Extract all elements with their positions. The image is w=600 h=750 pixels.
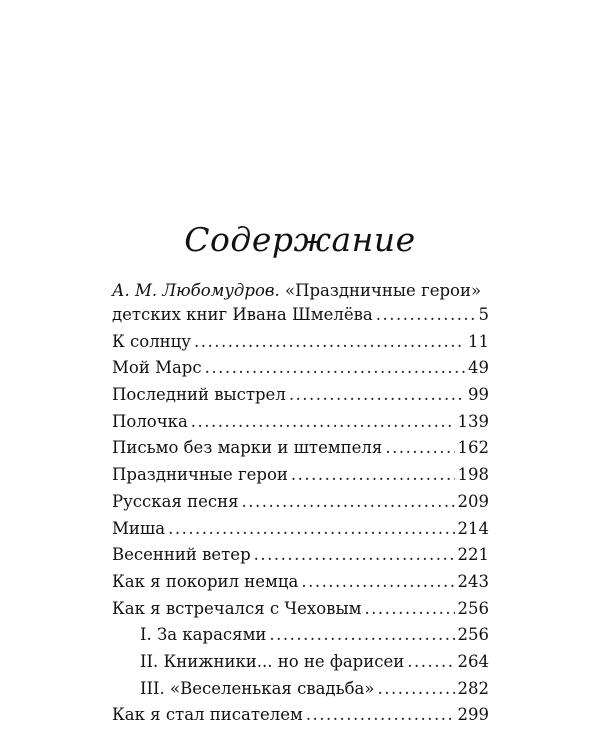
toc-entry bbox=[112, 355, 489, 382]
dot-leader bbox=[194, 329, 465, 356]
toc-subentry bbox=[112, 622, 489, 649]
entry-title: Как я встречался с Чеховым bbox=[112, 598, 362, 618]
toc-subentry bbox=[112, 649, 489, 676]
dot-leader bbox=[289, 382, 465, 409]
page-number: 256 bbox=[457, 625, 489, 645]
toc-entry bbox=[112, 489, 489, 516]
dot-leader bbox=[385, 435, 454, 462]
dot-leader bbox=[269, 622, 454, 649]
page-number: 139 bbox=[457, 411, 489, 431]
entry-title: Мой Марс bbox=[112, 358, 202, 378]
toc-subentry bbox=[112, 676, 489, 703]
toc-entry bbox=[112, 329, 489, 356]
toc-entry-intro-cont bbox=[112, 302, 489, 329]
subentry-title: I. За карасями bbox=[140, 625, 267, 645]
entry-title: Миша bbox=[112, 518, 166, 538]
page-number: 198 bbox=[457, 465, 489, 485]
toc-entry bbox=[112, 435, 489, 462]
dot-leader bbox=[306, 702, 455, 729]
page-number: 49 bbox=[468, 358, 489, 378]
dot-leader bbox=[205, 355, 465, 382]
page-number: 209 bbox=[457, 491, 489, 511]
page-number: 282 bbox=[457, 678, 489, 698]
dot-leader bbox=[376, 302, 476, 329]
toc-entry bbox=[112, 569, 489, 596]
page-number: 214 bbox=[457, 518, 489, 538]
page-number: 243 bbox=[457, 571, 489, 591]
page-number: 5 bbox=[478, 305, 489, 324]
page-number: 299 bbox=[457, 705, 489, 725]
toc-entry bbox=[112, 596, 489, 623]
toc-entry bbox=[112, 462, 489, 489]
page-number: 162 bbox=[457, 438, 489, 458]
intro-author: А. М. Любомудров. bbox=[112, 281, 280, 300]
page-title: Содержание bbox=[184, 220, 416, 259]
entry-title: Русская песня bbox=[112, 491, 239, 511]
dot-leader bbox=[168, 516, 454, 543]
dot-leader bbox=[242, 489, 455, 516]
toc-entry bbox=[112, 409, 489, 436]
page-number: 256 bbox=[457, 598, 489, 618]
entry-title: Весенний ветер bbox=[112, 545, 251, 565]
intro-title-line1: «Праздничные герои» bbox=[284, 281, 482, 300]
entry-title: Как я стал писателем bbox=[112, 705, 303, 725]
dot-leader bbox=[377, 676, 454, 703]
dot-leader bbox=[254, 542, 455, 569]
toc-entry bbox=[112, 702, 489, 729]
dot-leader bbox=[301, 569, 454, 596]
dot-leader bbox=[191, 409, 455, 436]
subentry-title: III. «Веселенькая свадьба» bbox=[140, 678, 375, 698]
subentry-title: II. Книжники... но не фарисеи bbox=[140, 651, 405, 671]
intro-title-line2: детских книг Ивана Шмелёва bbox=[112, 305, 373, 324]
page-number: 264 bbox=[457, 651, 489, 671]
entry-title: Полочка bbox=[112, 411, 188, 431]
entry-title: Последний выстрел bbox=[112, 385, 286, 405]
page-number: 221 bbox=[457, 545, 489, 565]
page-number: 99 bbox=[468, 385, 489, 405]
toc-entry bbox=[112, 542, 489, 569]
toc-entry-intro bbox=[112, 280, 489, 302]
entry-title: Как я покорил немца bbox=[112, 571, 299, 591]
page-number: 11 bbox=[468, 331, 489, 351]
entry-title: Письмо без марки и штемпеля bbox=[112, 438, 383, 458]
toc-entry bbox=[112, 382, 489, 409]
entry-title: К солнцу bbox=[112, 331, 191, 351]
toc-entry bbox=[112, 516, 489, 543]
entry-title: Праздничные герои bbox=[112, 465, 288, 485]
dot-leader bbox=[364, 596, 454, 623]
dot-leader bbox=[291, 462, 455, 489]
table-of-contents bbox=[112, 280, 489, 729]
dot-leader bbox=[407, 649, 454, 676]
